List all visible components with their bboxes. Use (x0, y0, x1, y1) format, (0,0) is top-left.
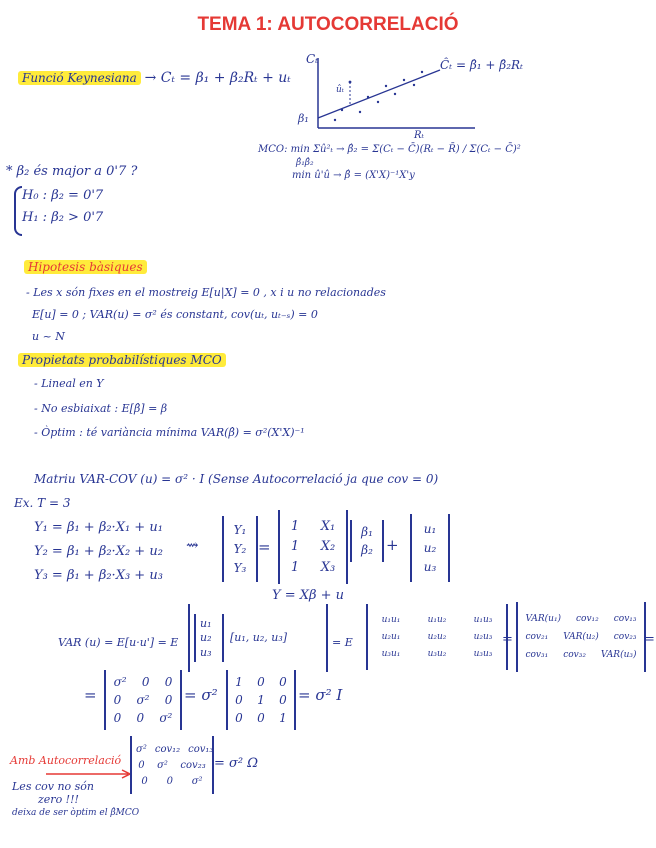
u-vector-cell: u₂ (423, 540, 437, 555)
sigma-cell: σ² (159, 710, 173, 725)
identity-cell: 0 (257, 675, 265, 690)
mco-line1 (258, 144, 521, 155)
u-column-cell: u₁ (200, 616, 212, 630)
cov-cell: cov₁₃ (613, 614, 637, 624)
beta-vector-cell: β₁ (361, 525, 373, 540)
matriu-line: Matriu VAR-COV (u) = σ² · I (Sense Autocorrelació ja que cov = 0) (34, 472, 439, 486)
product-cell: u₁u₁ (381, 614, 401, 625)
product-cell: u₃u₃ (473, 649, 493, 660)
propietats-heading-wrap (18, 353, 226, 367)
sigma-cell: 0 (141, 675, 150, 690)
hipotesis-line3: u ~ N (32, 330, 65, 343)
hipotesis-line1: - Les x són fixes en el mostreig E[u|X] = 0 , x i u no relacionades (26, 286, 386, 299)
auto-cell: 0 (141, 775, 148, 787)
auto-matrix (130, 736, 214, 794)
beta-vector-cell: β₂ (361, 542, 373, 557)
sigma-eq: = σ² (184, 686, 218, 704)
var-eq-e: = E (332, 636, 353, 649)
auto-cell: σ² (191, 775, 203, 787)
sigma-cell: 0 (113, 710, 122, 725)
covariance-matrix (516, 602, 646, 672)
cov-cell: cov₂₁ (525, 632, 549, 642)
identity-matrix (226, 670, 296, 730)
auto-note1: Les cov no són (12, 780, 95, 793)
sigma-cell: σ² (113, 675, 127, 690)
identity-cell: 1 (257, 692, 265, 707)
example-label: Ex. T = 3 (14, 496, 71, 510)
u-column-cell: u₃ (200, 646, 212, 660)
hipotesis-line2: E[u] = 0 ; VAR(u) = σ² és constant, cov(uₜ, uₜ₋ₛ) = 0 (32, 308, 318, 321)
auto-cell: cov₁₂ (154, 743, 181, 755)
auto-note3: deixa de ser òptim el β̂MCO (12, 808, 140, 818)
identity-cell: 0 (279, 675, 287, 690)
x-matrix-cell: 1 (290, 518, 300, 534)
sigma-cell: 0 (113, 692, 122, 707)
propietats-line3: - Òptim : té variància mínima VAR(β̂) = σ²(X'X)⁻¹ (34, 426, 305, 439)
u-row: [u₁, u₂, u₃] (230, 631, 288, 645)
propietats-heading: Propietats probabilístiques MCO (18, 353, 226, 367)
graph-intercept: β₁ (298, 112, 309, 125)
cov-cell: VAR(u₂) (563, 632, 599, 642)
auto-cell: cov₂₃ (180, 759, 206, 771)
y-vector-cell: Y₃ (233, 560, 247, 575)
x-matrix-cell: X₁ (320, 518, 336, 534)
test-h0: H₀ : β₂ = 0'7 (22, 188, 104, 203)
x-matrix-cell: 1 (290, 560, 300, 576)
propietats-line2: - No esbiaixat : E[β̂] = β (34, 402, 168, 415)
graph-y-label: Cₜ (306, 52, 319, 66)
cov-cell: cov₃₁ (525, 650, 549, 660)
sigma-cell: 0 (164, 692, 173, 707)
identity-cell: 1 (235, 675, 243, 690)
sigma-result: = σ² I (298, 686, 343, 704)
identity-cell: 0 (235, 692, 243, 707)
auto-cell: 0 (138, 759, 145, 771)
mco-prefix: MCO: (258, 144, 288, 155)
auto-note2: zero !!! (38, 793, 79, 806)
example-arrow: ⇝ (186, 536, 199, 554)
y-vector-cell: Y₁ (233, 523, 247, 538)
cov-cell: VAR(u₃) (600, 650, 637, 660)
graph-residual: ûₜ (336, 85, 345, 95)
hipotesis-heading-wrap (24, 260, 147, 274)
page-title: TEMA 1: AUTOCORRELACIÓ (197, 14, 459, 35)
cov-cell: cov₁₂ (576, 614, 599, 624)
x-matrix-cell: X₃ (320, 560, 336, 576)
identity-cell: 0 (257, 710, 265, 725)
identity-cell: 1 (279, 710, 287, 725)
u-vector-cell: u₁ (423, 521, 437, 536)
product-cell: u₁u₂ (427, 614, 447, 625)
mco-formula: min Σû²ₜ → β̂₂ = Σ(Cₜ − C̄)(Rₜ − R̄) / Σ(Cₜ − C̄)² (290, 144, 521, 155)
example-eq2: Y₂ = β₁ + β₂·X₂ + u₂ (34, 544, 163, 559)
example-eq3: Y₃ = β₁ + β₂·X₃ + u₃ (34, 568, 163, 583)
test-brace (14, 186, 22, 236)
x-matrix (278, 510, 348, 584)
auto-cell: 0 (166, 775, 173, 787)
product-cell: u₂u₁ (381, 631, 401, 642)
product-matrix (366, 604, 508, 670)
graph-fit-label: Ĉₜ = β̂₁ + β̂₂Rₜ (440, 58, 523, 72)
mco-sub: β̂₁β̂₂ (296, 158, 314, 168)
var-lhs: VAR (u) = E[u·u'] = E (58, 636, 179, 649)
u-vector (410, 514, 450, 582)
product-cell: u₃u₁ (381, 649, 401, 660)
product-cell: u₃u₂ (427, 649, 447, 660)
example-eq1: Y₁ = β₁ + β₂·X₁ + u₁ (34, 520, 163, 535)
identity-cell: 0 (235, 710, 243, 725)
product-cell: u₂u₃ (473, 631, 493, 642)
product-cell: u₂u₂ (427, 631, 447, 642)
u-column (194, 614, 224, 662)
cov-cell: VAR(u₁) (525, 614, 562, 624)
graph-x-label: Rₜ (414, 130, 424, 141)
product-cell: u₁u₃ (473, 614, 493, 625)
test-h1: H₁ : β₂ > 0'7 (22, 210, 104, 225)
sigma-cell: 0 (164, 675, 173, 690)
keynes-formula: → Cₜ = β₁ + β₂Rₜ + uₜ (144, 70, 291, 86)
auto-heading: Amb Autocorrelació (10, 754, 122, 767)
var-outer-bracket (188, 604, 328, 672)
u-column-cell: u₂ (200, 631, 212, 645)
propietats-line1: - Lineal en Y (34, 377, 104, 390)
u-vector-cell: u₃ (423, 560, 437, 575)
hipotesis-heading: Hipotesis bàsiques (24, 260, 147, 274)
x-matrix-cell: X₂ (320, 539, 336, 555)
auto-cell: σ² (136, 743, 147, 755)
auto-result: = σ² Ω (214, 756, 259, 771)
auto-cell: cov₁₃ (188, 743, 214, 755)
auto-arrow (44, 768, 134, 780)
x-matrix-cell: 1 (290, 539, 300, 555)
sigma-matrix (104, 670, 182, 730)
cov-cell: cov₂₃ (613, 632, 637, 642)
mco-line2: min û'û → β̂ = (X'X)⁻¹X'y (292, 170, 415, 181)
example-compact: Y = Xβ + u (272, 588, 345, 603)
y-vector (222, 516, 258, 582)
test-question: * β₂ és major a 0'7 ? (6, 164, 138, 179)
y-vector-cell: Y₂ (233, 541, 247, 556)
cov-cell: cov₃₂ (563, 650, 586, 660)
sigma-cell: 0 (136, 710, 145, 725)
identity-cell: 0 (279, 692, 287, 707)
keynes-row (18, 70, 291, 86)
keynes-label: Funció Keynesiana (18, 71, 141, 85)
scatter-points (334, 71, 423, 121)
sigma-cell: σ² (136, 692, 150, 707)
auto-cell: σ² (157, 759, 168, 771)
beta-vector (350, 520, 384, 562)
